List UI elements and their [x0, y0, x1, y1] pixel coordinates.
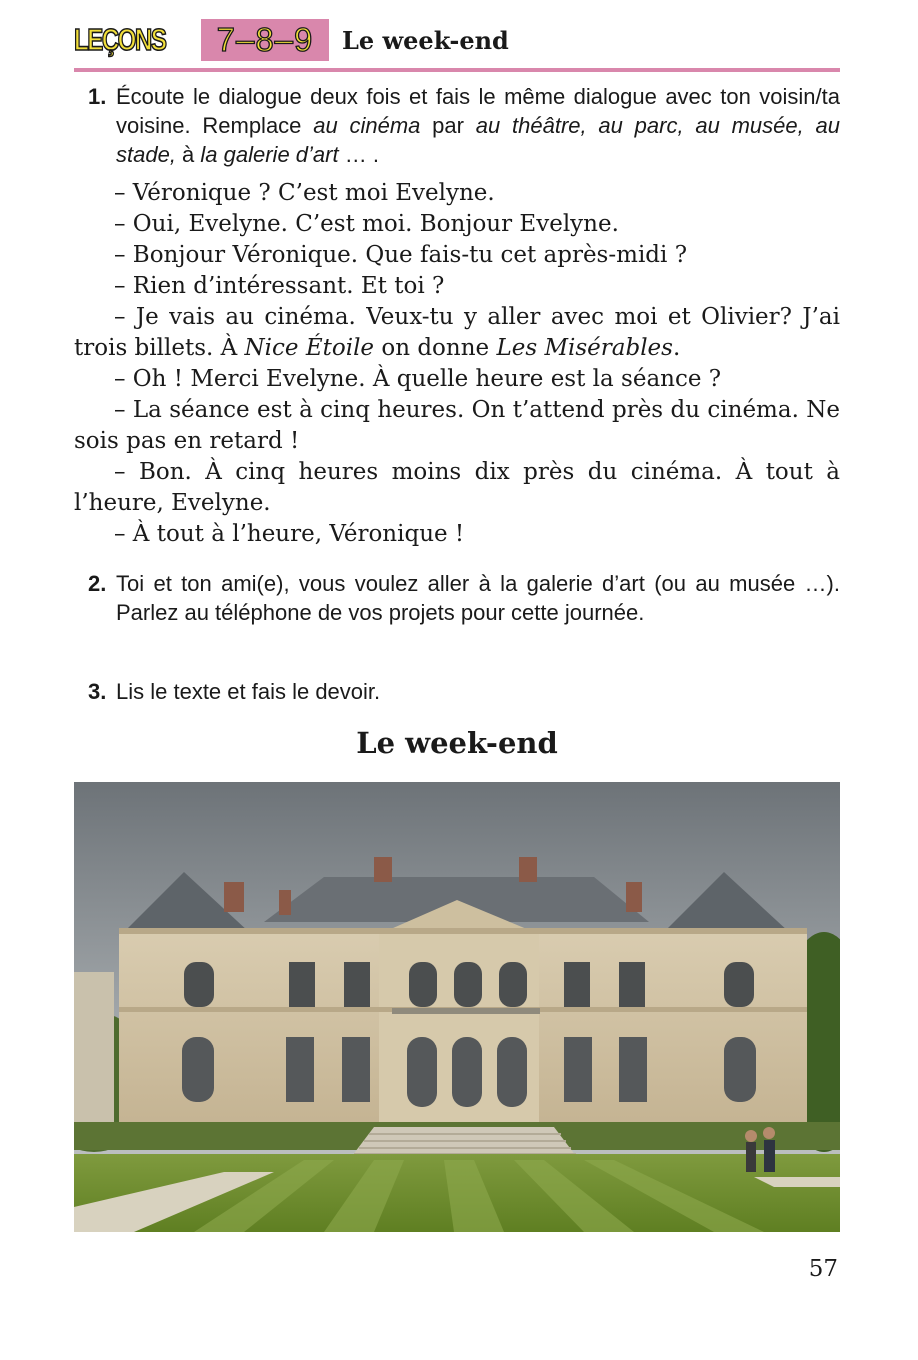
dialogue-line: – Rien d’intéressant. Et toi ? — [114, 273, 445, 299]
lesson-numbers: 7–8–9 — [201, 19, 329, 61]
dialogue-line: – Bon. À cinq heures moins dix près du cinéma. À tout à l’heure, Evelyne. — [74, 459, 840, 516]
reading-title: Le week-end — [356, 726, 558, 760]
lesson-title: Le week-end — [342, 25, 509, 55]
exercise-3-number: 3. — [88, 679, 107, 704]
dialogue-text-part: on donne — [374, 335, 497, 361]
dialogue-line — [74, 302, 840, 364]
dialogue-line: – Véronique ? C’est moi Evelyne. — [114, 180, 495, 206]
exercise-1-italic-part: au cinéma — [313, 113, 421, 138]
dialogue — [74, 178, 840, 550]
exercise-1-number: 1. — [88, 84, 107, 109]
exercise-1-text-part: par — [420, 113, 476, 138]
dialogue-line: – Bonjour Véronique. Que fais-tu cet après-midi ? — [114, 242, 688, 268]
dialogue-text-part: – Je vais au cinéma. Veux-tu y aller avec moi et Olivier? J’ai trois billets. À — [74, 304, 840, 361]
exercise-1-instructions — [116, 82, 840, 169]
header-divider — [74, 68, 840, 72]
mansion-photo — [74, 782, 840, 1232]
exercise-2 — [88, 569, 840, 627]
exercise-1-text-part: à — [175, 142, 201, 167]
page-number: 57 — [808, 1256, 838, 1282]
film-title: Les Misérables — [496, 335, 673, 361]
lesson-header — [74, 18, 509, 62]
dialogue-line: – La séance est à cinq heures. On t’attend près du cinéma. Ne sois pas en retard ! — [74, 397, 840, 454]
dialogue-text-part: . — [672, 335, 681, 361]
exercise-1-text-part: Écoute le dialogue deux fois et fais le même dialogue avec ton voisin/ta voisine. Remplace — [116, 84, 840, 138]
exercise-1-italic-part: au théâtre, au parc, au musée, au stade, — [116, 113, 840, 167]
exercise-1 — [88, 82, 840, 169]
dialogue-line: – À tout à l’heure, Véronique ! — [114, 521, 465, 547]
exercise-3-instructions: Lis le texte et fais le devoir. — [116, 679, 381, 704]
exercise-2-number: 2. — [88, 571, 107, 596]
cinema-name: Nice Étoile — [244, 335, 375, 361]
exercise-3 — [88, 677, 840, 706]
dialogue-line: – Oui, Evelyne. C’est moi. Bonjour Evelyne. — [114, 211, 619, 237]
exercise-2-instructions: Toi et ton ami(e), vous voulez aller à la galerie d’art (ou au musée …). Parlez au téléphone de vos projets pour cette journée. — [116, 571, 840, 625]
dialogue-line: – Oh ! Merci Evelyne. À quelle heure est la séance ? — [114, 366, 722, 392]
exercise-1-italic-part: la galerie d’art — [200, 142, 339, 167]
lecons-label: LEÇONS — [74, 22, 166, 57]
exercise-1-text-part: … . — [338, 142, 379, 167]
